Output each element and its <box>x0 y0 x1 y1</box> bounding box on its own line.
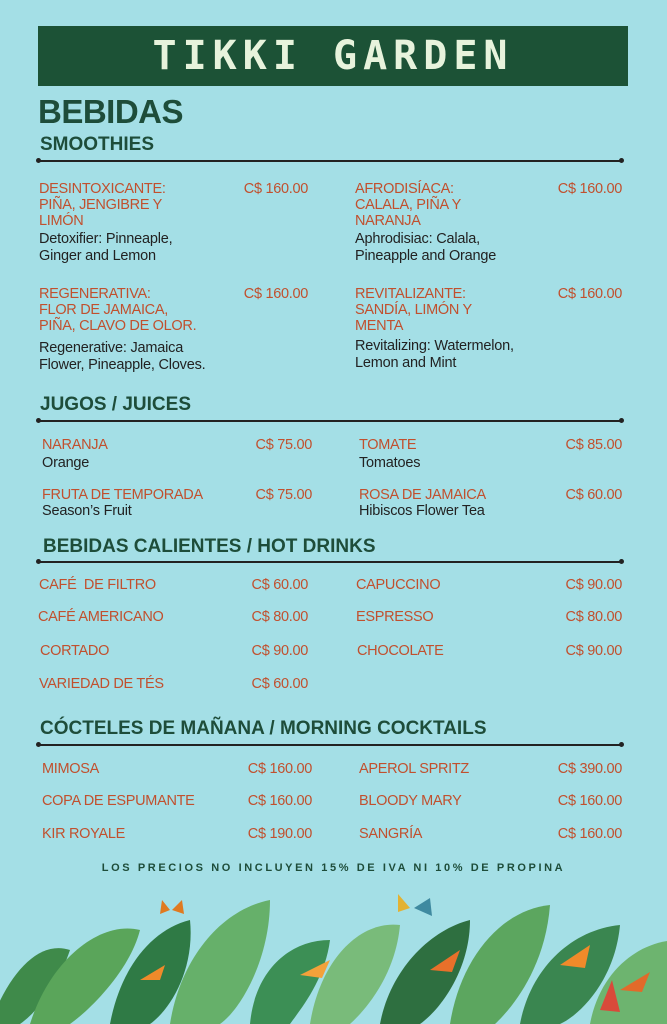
menu-item-price: C$ 60.00 <box>565 487 622 503</box>
menu-item-price: C$ 90.00 <box>565 643 622 659</box>
tropical-foliage-illustration <box>0 880 667 1024</box>
menu-item-description: Detoxifier: Pinneaple, Ginger and Lemon <box>39 231 173 264</box>
menu-item-name: CAFÉ AMERICANO <box>38 609 164 625</box>
menu-item-price: C$ 160.00 <box>557 826 622 842</box>
menu-item-name: APEROL SPRITZ <box>359 761 469 777</box>
section-title-cocktails: CÓCTELES DE MAÑANA / MORNING COCKTAILS <box>40 718 487 739</box>
menu-item-description: Tomatoes <box>359 455 421 471</box>
section-title-hot-drinks: BEBIDAS CALIENTES / HOT DRINKS <box>43 536 376 557</box>
menu-item-price: C$ 85.00 <box>565 437 622 453</box>
section-title-juices: JUGOS / JUICES <box>40 394 191 415</box>
section-title-smoothies: SMOOTHIES <box>40 134 155 155</box>
menu-item-name: ESPRESSO <box>356 609 434 625</box>
menu-item-description: Hibiscos Flower Tea <box>359 503 485 519</box>
menu-item-price: C$ 80.00 <box>565 609 622 625</box>
page-title: BEBIDAS <box>38 93 184 130</box>
menu-item-price: C$ 160.00 <box>247 793 312 809</box>
menu-item-name: ROSA DE JAMAICA <box>359 487 486 503</box>
section-divider <box>38 561 622 563</box>
menu-item-price: C$ 75.00 <box>255 437 312 453</box>
menu-item-price: C$ 60.00 <box>251 577 308 593</box>
menu-item-name: CAFÉ DE FILTRO <box>39 577 156 593</box>
menu-item-name: COPA DE ESPUMANTE <box>42 793 195 809</box>
menu-item-price: C$ 90.00 <box>251 643 308 659</box>
menu-item-name: AFRODISÍACA: CALALA, PIÑA Y NARANJA <box>355 181 461 229</box>
menu-item-name: REVITALIZANTE: SANDÍA, LIMÓN Y MENTA <box>355 286 472 334</box>
menu-item-name: SANGRÍA <box>359 826 423 842</box>
menu-item-price: C$ 160.00 <box>557 286 622 302</box>
menu-item-price: C$ 90.00 <box>565 577 622 593</box>
menu-item-name: BLOODY MARY <box>359 793 462 809</box>
section-divider <box>38 744 622 746</box>
menu-item-name: DESINTOXICANTE: PIÑA, JENGIBRE Y LIMÓN <box>39 181 166 229</box>
menu-item-name: CHOCOLATE <box>357 643 444 659</box>
menu-item-price: C$ 60.00 <box>251 676 308 692</box>
menu-item-name: CAPUCCINO <box>356 577 441 593</box>
menu-item-name: CORTADO <box>40 643 110 659</box>
menu-item-price: C$ 160.00 <box>557 181 622 197</box>
restaurant-name: TIKKI GARDEN <box>152 33 514 79</box>
menu-item-name: MIMOSA <box>42 761 100 777</box>
menu-item-description: Revitalizing: Watermelon, Lemon and Mint <box>355 338 514 371</box>
menu-item-description: Orange <box>42 455 90 471</box>
menu-item-price: C$ 160.00 <box>557 793 622 809</box>
menu-item-description: Regenerative: Jamaica Flower, Pineapple, Cloves. <box>39 340 206 373</box>
menu-item-name: KIR ROYALE <box>42 826 125 842</box>
menu-item-name: FRUTA DE TEMPORADA <box>42 487 203 503</box>
menu-item-name: VARIEDAD DE TÉS <box>39 676 164 692</box>
menu-item-price: C$ 75.00 <box>255 487 312 503</box>
menu-item-price: C$ 390.00 <box>557 761 622 777</box>
pricing-note: LOS PRECIOS NO INCLUYEN 15% DE IVA NI 10% DE PROPINA <box>101 862 566 874</box>
title-banner <box>38 26 628 86</box>
menu-item-price: C$ 160.00 <box>247 761 312 777</box>
menu-item-name: TOMATE <box>359 437 417 453</box>
menu-item-price: C$ 80.00 <box>251 609 308 625</box>
section-divider <box>38 420 622 422</box>
menu-item-price: C$ 190.00 <box>247 826 312 842</box>
butterfly-icon <box>160 894 432 916</box>
section-divider <box>38 160 622 162</box>
menu-item-price: C$ 160.00 <box>243 286 308 302</box>
menu-item-price: C$ 160.00 <box>243 181 308 197</box>
menu-item-name: REGENERATIVA: FLOR DE JAMAICA, PIÑA, CLAVO DE OLOR. <box>39 286 197 334</box>
menu-item-name: NARANJA <box>42 437 108 453</box>
menu-item-description: Aphrodisiac: Calala, Pineapple and Orange <box>355 231 497 264</box>
menu-item-description: Season’s Fruit <box>42 503 132 519</box>
